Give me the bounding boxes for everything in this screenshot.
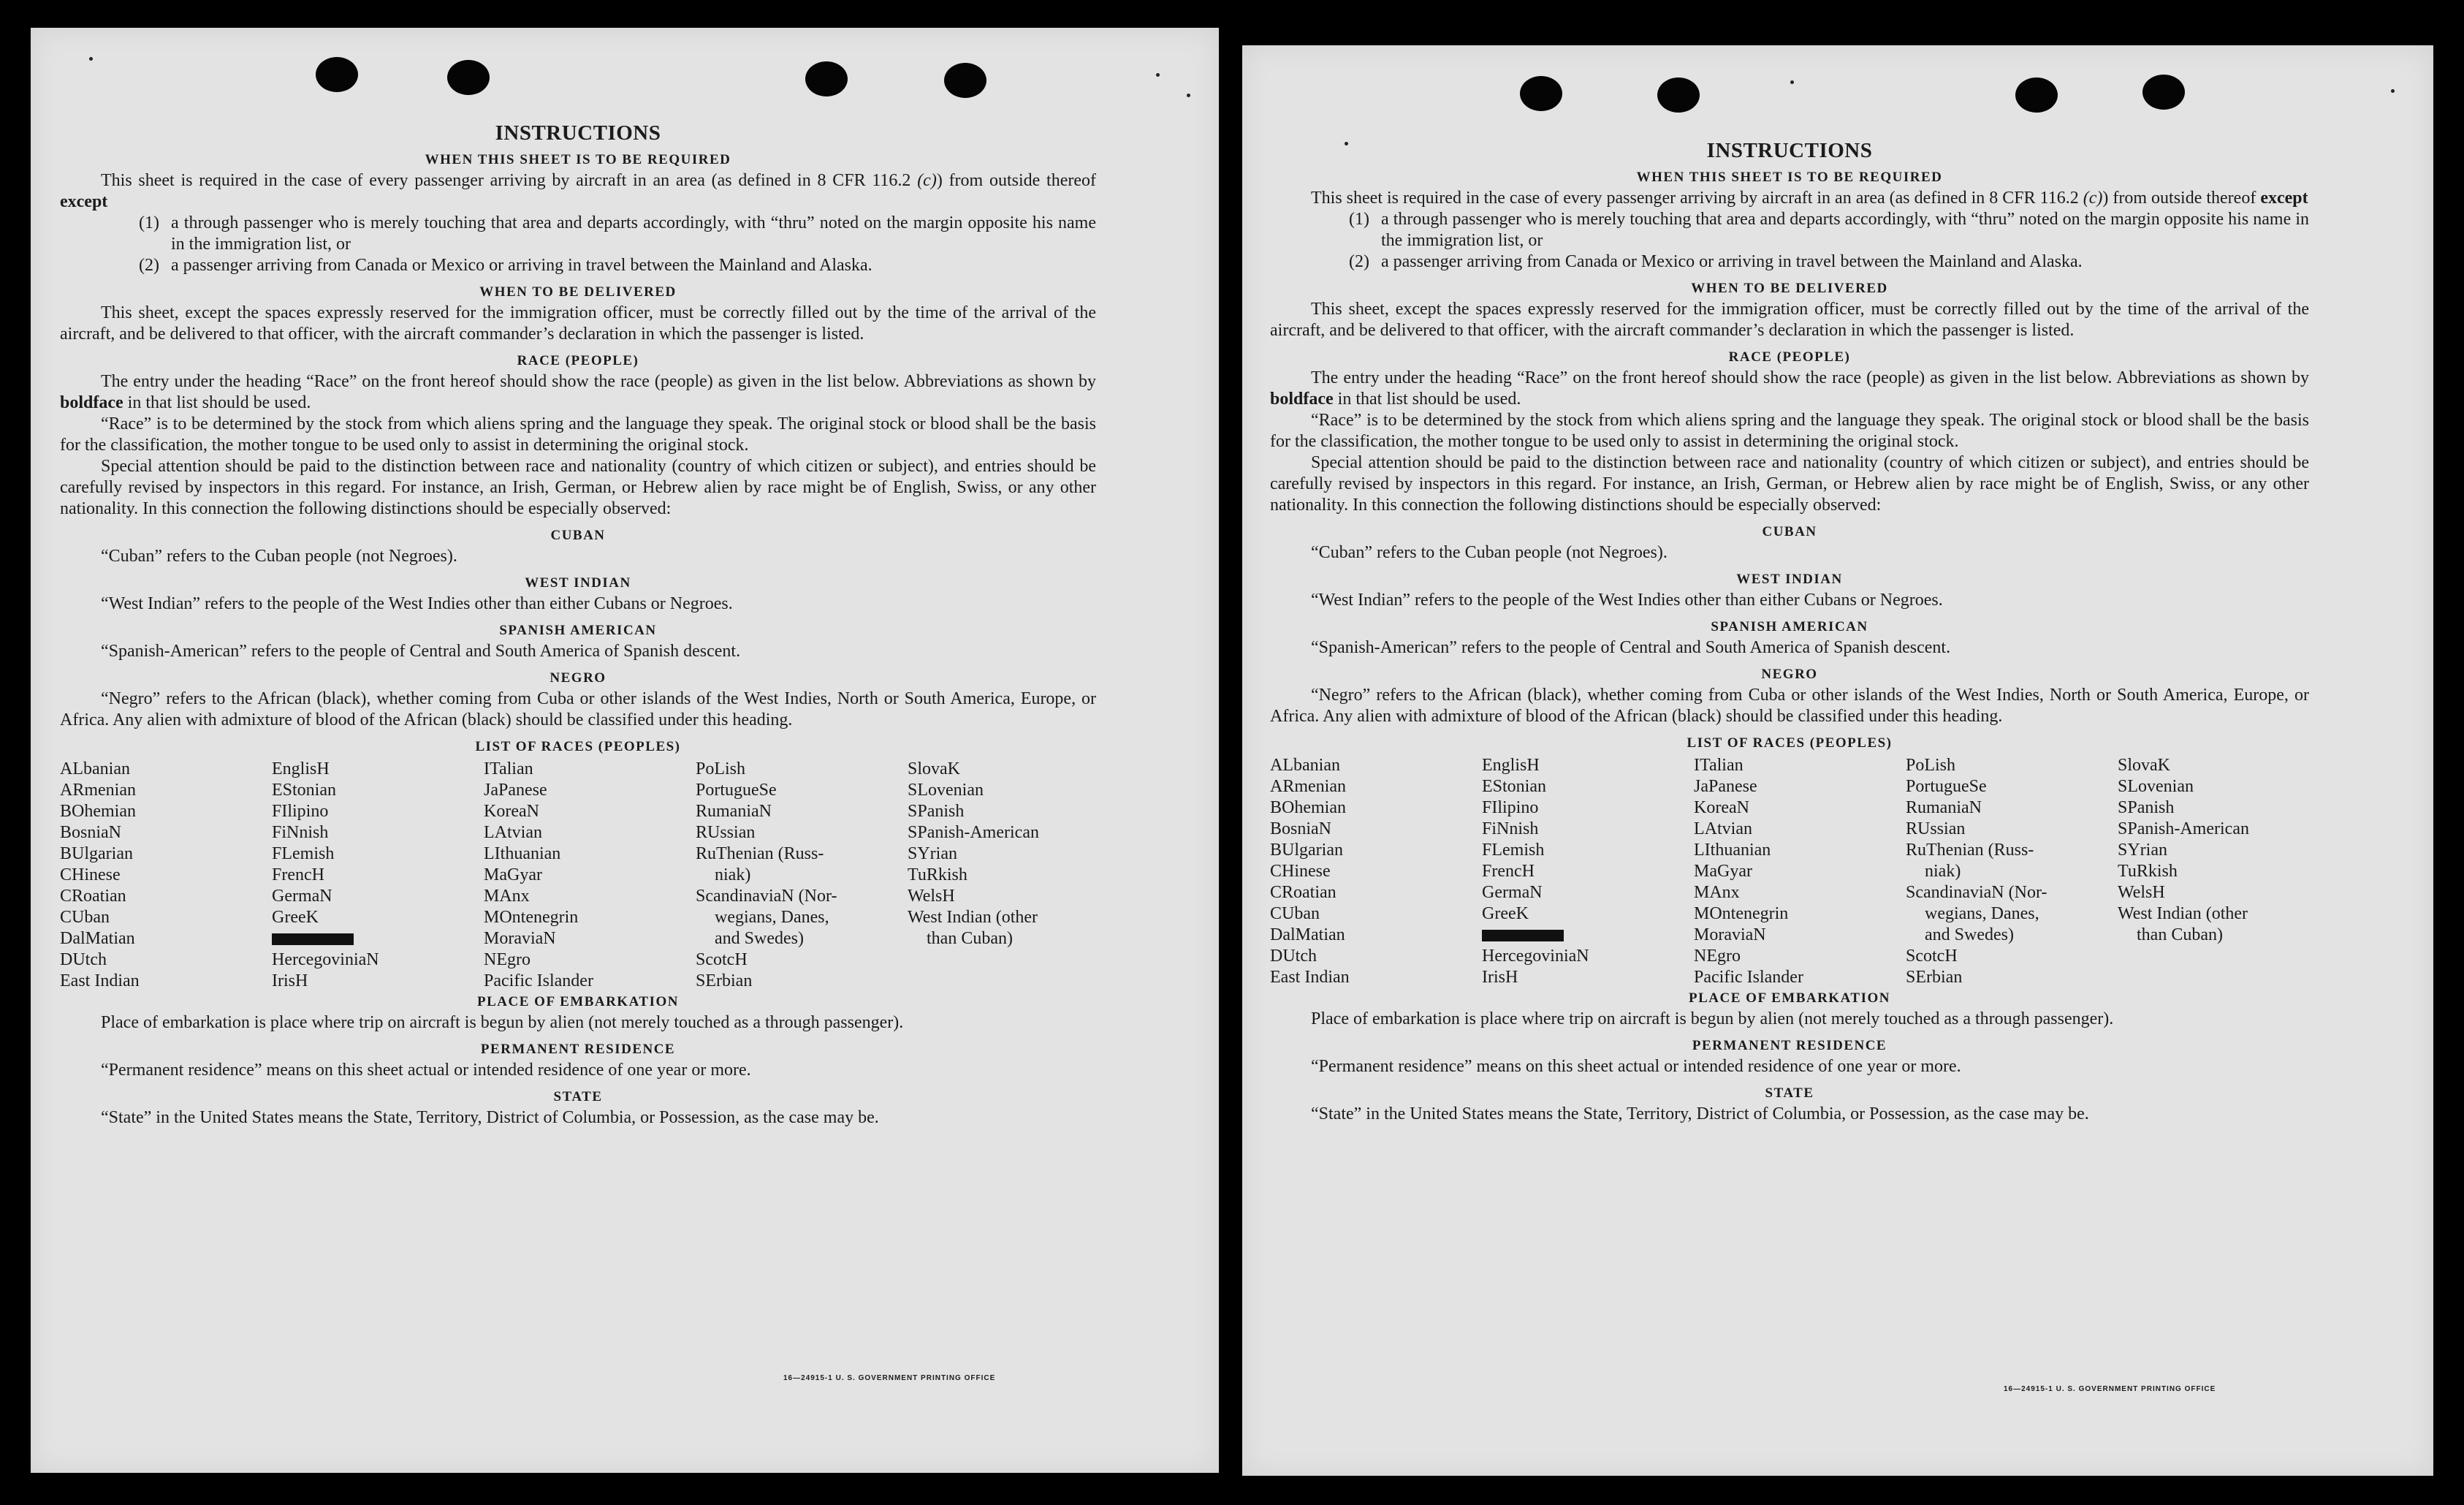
form-sheet-left [31,28,1219,1473]
section-heading: WHEN THIS SHEET IS TO BE REQUIRED [1636,170,1943,185]
punch-hole [944,63,986,98]
list-item: (1) a through passenger who is merely touching that area and departs accordingly, with “thru” noted on the margin opposite his name in the immigration list, or [139,213,1096,254]
punch-hole [1520,76,1562,111]
section-heading: PLACE OF EMBARKATION [1689,990,1890,1006]
section-heading: WEST INDIAN [1736,572,1843,587]
paragraph: This sheet is required in the case of every passenger arriving by aircraft in an area (as defined in 8 CFR 116.2 (c)) from outside thereof except [1311,189,2308,208]
paragraph: The entry under the heading “Race” on the front hereof should show the race (people) as given in the list below. Abbreviations as shown by boldface in that list should be used. [1270,368,2309,409]
section-heading: PERMANENT RESIDENCE [1692,1038,1887,1053]
race-column: SlovaK SLovenian SPanish SPanish-American SYrian TuRkish WelsH West Indian (other than Cuban) [908,759,1039,948]
speck [2391,89,2395,93]
race-column: ALbanian ARmenian BOhemian BosniaN BUlgarian CHinese CRoatian CUban DalMatian DUtch East Indian [1270,756,1350,987]
list-item: (1) a through passenger who is merely touching that area and departs accordingly, with “thru” noted on the margin opposite his name in the immigration list, or [1349,210,2309,250]
paragraph: “Negro” refers to the African (black), whether coming from Cuba or other islands of the West Indies, North or South America, Europe, or Africa. Any alien with admixture of blood of the African (black) should be classified under this heading. [1270,686,2309,726]
section-heading: CUBAN [1762,524,1817,539]
section-heading: LIST OF RACES (PEOPLES) [1687,735,1893,751]
race-column: EnglisH EStonian FIlipino FiNnish FLemish FrencH GermaN GreeK HercegoviniaN IrisH [1482,756,1589,987]
race-list [60,759,1096,992]
paragraph: Place of embarkation is place where trip on aircraft is begun by alien (not merely touched as a through passenger). [101,1013,904,1032]
race-column: PoLish PortugueSe RumaniaN RUssian RuThenian (Russ- niak) ScandinaviaN (Nor- wegians, Danes, and Swedes) ScotcH SErbian [1906,756,2047,987]
paragraph: This sheet, except the spaces expressly reserved for the immigration officer, must be correctly filled out by the time of the arrival of the aircraft, and be delivered to that officer, with the aircraft commander’s declaration in which the passenger is listed. [1270,300,2309,340]
printer-code: 16—24915-1 U. S. GOVERNMENT PRINTING OFFICE [2004,1385,2216,1393]
speck [1790,80,1794,84]
race-column: SlovaK SLovenian SPanish SPanish-American SYrian TuRkish WelsH West Indian (other than Cuban) [2118,756,2249,944]
section-heading: NEGRO [1761,667,1818,682]
section-heading: STATE [553,1089,603,1104]
paragraph: “Cuban” refers to the Cuban people (not Negroes). [101,547,457,566]
paragraph: “Permanent residence” means on this sheet actual or intended residence of one year or more. [101,1061,751,1080]
section-heading: NEGRO [550,670,607,686]
page-title: INSTRUCTIONS [495,121,661,145]
section-heading: PLACE OF EMBARKATION [477,994,679,1009]
race-list [1270,755,2309,988]
race-column: ITalian JaPanese KoreaN LAtvian LIthuanian MaGyar MAnx MOntenegrin MoraviaN NEgro Pacific Islander [1694,756,1803,987]
speck [1187,94,1190,97]
printer-code: 16—24915-1 U. S. GOVERNMENT PRINTING OFFICE [783,1374,996,1382]
speck [89,57,93,61]
paragraph: “West Indian” refers to the people of the West Indies other than either Cubans or Negroes. [101,594,733,613]
paragraph: “Negro” refers to the African (black), whether coming from Cuba or other islands of the West Indies, North or South America, Europe, or Africa. Any alien with admixture of blood of the African (black) should be classified under this heading. [60,689,1096,729]
section-heading: WEST INDIAN [525,575,631,591]
punch-hole [2142,75,2185,110]
punch-hole [2015,77,2058,113]
race-column: ITalian JaPanese KoreaN LAtvian LIthuanian MaGyar MAnx MOntenegrin MoraviaN NEgro Pacific Islander [484,759,593,990]
paragraph: The entry under the heading “Race” on the front hereof should show the race (people) as given in the list below. Abbreviations as shown by boldface in that list should be used. [60,372,1096,412]
race-column: EnglisH EStonian FIlipino FiNnish FLemish FrencH GermaN GreeK HercegoviniaN IrisH [272,759,379,990]
section-heading: RACE (PEOPLE) [1728,349,1851,365]
race-column: ALbanian ARmenian BOhemian BosniaN BUlgarian CHinese CRoatian CUban DalMatian DUtch East Indian [60,759,140,990]
speck [1156,73,1160,77]
instructions-content [60,123,1096,1129]
paragraph: “State” in the United States means the State, Territory, District of Columbia, or Possession, as the case may be. [1311,1104,2089,1123]
paragraph: Special attention should be paid to the distinction between race and nationality (country of which citizen or subject), and entries should be carefully revised by inspectors in this regard. For instance, an Irish, German, or Hebrew alien by race might be of English, Swiss, or any other nationality. In this connection the following distinctions should be especially observed: [60,457,1096,518]
punch-hole [1657,77,1700,113]
section-heading: STATE [1765,1085,1814,1101]
paragraph: “Spanish-American” refers to the people of Central and South America of Spanish descent. [1311,638,1951,657]
paragraph: “Permanent residence” means on this sheet actual or intended residence of one year or more. [1311,1057,1961,1076]
instructions-content [1270,140,2309,1125]
paragraph: “Race” is to be determined by the stock from which aliens spring and the language they speak. The original stock or blood shall be the basis for the classification, the mother tongue to be used only to assist in determining the original stock. [60,414,1096,455]
paragraph: Place of embarkation is place where trip on aircraft is begun by alien (not merely touched as a through passenger). [1311,1009,2114,1028]
redaction-mark [1482,930,1564,941]
paragraph: “Race” is to be determined by the stock from which aliens spring and the language they speak. The original stock or blood shall be the basis for the classification, the mother tongue to be used only to assist in determining the original stock. [1270,411,2309,451]
section-heading: SPANISH AMERICAN [499,623,657,638]
section-heading: PERMANENT RESIDENCE [480,1042,676,1057]
race-column: PoLish PortugueSe RumaniaN RUssian RuThenian (Russ- niak) ScandinaviaN (Nor- wegians, Danes, and Swedes) ScotcH SErbian [696,759,837,990]
redaction-mark [272,933,354,945]
section-heading: WHEN TO BE DELIVERED [479,284,677,300]
form-sheet-right [1242,45,2433,1476]
section-heading: SPANISH AMERICAN [1711,619,1868,634]
punch-hole [316,57,358,92]
paragraph: “Spanish-American” refers to the people of Central and South America of Spanish descent. [101,642,741,661]
paragraph: “State” in the United States means the State, Territory, District of Columbia, or Possession, as the case may be. [101,1108,879,1127]
punch-hole [447,60,490,95]
paragraph: This sheet, except the spaces expressly reserved for the immigration officer, must be correctly filled out by the time of the arrival of the aircraft, and be delivered to that officer, with the aircraft commander’s declaration in which the passenger is listed. [60,303,1096,344]
paragraph: “Cuban” refers to the Cuban people (not Negroes). [1311,543,1668,562]
paragraph: Special attention should be paid to the distinction between race and nationality (country of which citizen or subject), and entries should be carefully revised by inspectors in this regard. For instance, an Irish, German, or Hebrew alien by race might be of English, Swiss, or any other nationality. In this connection the following distinctions should be especially observed: [1270,453,2309,515]
list-item: (2) a passenger arriving from Canada or Mexico or arriving in travel between the Mainland and Alaska. [1349,252,2083,271]
punch-hole [805,61,848,96]
list-item: (2) a passenger arriving from Canada or Mexico or arriving in travel between the Mainland and Alaska. [139,256,872,275]
section-heading: WHEN TO BE DELIVERED [1691,281,1888,296]
section-heading: LIST OF RACES (PEOPLES) [475,739,681,754]
page-title: INSTRUCTIONS [1706,139,1873,162]
section-heading: RACE (PEOPLE) [517,353,639,368]
section-heading: CUBAN [550,528,606,543]
paragraph: “West Indian” refers to the people of the West Indies other than either Cubans or Negroes. [1311,591,1943,610]
paragraph: This sheet is required in the case of every passenger arriving by aircraft in an area (as defined in 8 CFR 116.2 (c)) from outside thereof except [60,171,1096,211]
section-heading: WHEN THIS SHEET IS TO BE REQUIRED [425,152,731,167]
